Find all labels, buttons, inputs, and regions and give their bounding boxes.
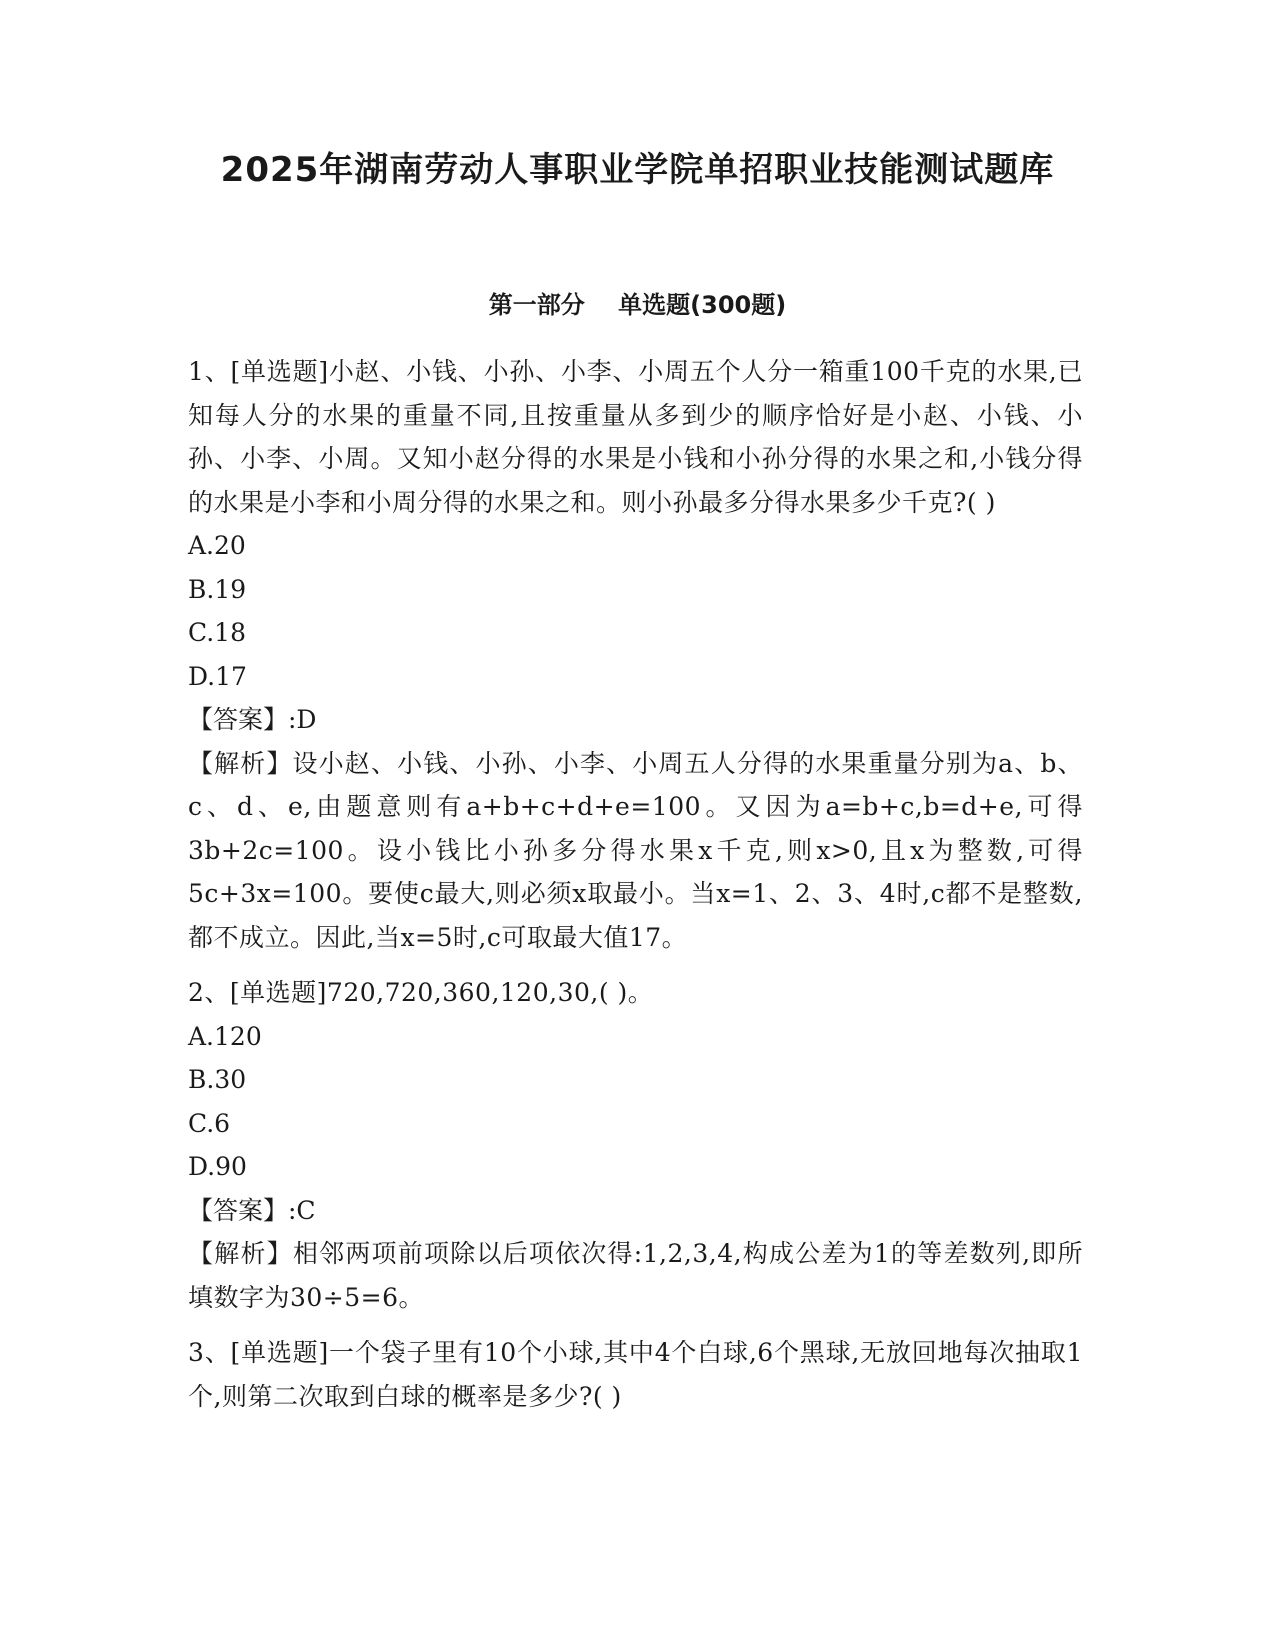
question-2	[188, 971, 1083, 1319]
option-a: A.20	[188, 531, 246, 560]
question-1	[188, 350, 1083, 959]
question-stem: 2、[单选题]720,720,360,120,30,( )。	[188, 978, 654, 1007]
section-title: 第一部分 单选题(300题)	[488, 291, 787, 319]
option-b: B.30	[188, 1065, 247, 1094]
option-a: A.120	[188, 1021, 262, 1051]
option-d: D.17	[188, 661, 247, 691]
option-c: C.18	[188, 618, 246, 647]
document-title: 2025年湖南劳动人事职业学院单招职业技能测试题库	[220, 150, 1055, 190]
option-b: B.19	[188, 574, 247, 604]
question-3	[188, 1331, 1083, 1418]
analysis-paragraph: 【解析】设小赵、小钱、小孙、小李、小周五人分得的水果重量分别为a、b、c、d、e,由题意则有a+b+c+d+e=100。又因为a=b+c,b=d+e,可得3b+2c=100。设小钱比小孙多分得水果x千克,则x>0,且x为整数,可得5c+3x=100。要使c最大,则必须x取最小。当x=1、2、3、4时,c都不是整数,都不成立。因此,当x=5时,c可取最大值17。	[188, 748, 1083, 952]
option-c: C.6	[188, 1108, 231, 1138]
question-stem: 1、[单选题]小赵、小钱、小孙、小李、小周五个人分一箱重100千克的水果,已知每人分的水果的重量不同,且按重量从多到少的顺序恰好是小赵、小钱、小孙、小李、小周。又知小赵分得的水果是小钱和小孙分得的水果之和,小钱分得的水果是小李和小周分得的水果之和。则小孙最多分得水果多少千克?( )	[188, 357, 1083, 517]
question-stem: 3、[单选题]一个袋子里有10个小球,其中4个白球,6个黑球,无放回地每次抽取1个,则第二次取到白球的概率是多少?( )	[188, 1338, 1083, 1411]
analysis-paragraph: 【解析】相邻两项前项除以后项依次得:1,2,3,4,构成公差为1的等差数列,即所填数字为30÷5=6。	[188, 1239, 1083, 1312]
answer-line: 【答案】:C	[188, 1195, 316, 1225]
answer-line: 【答案】:D	[188, 705, 317, 734]
option-d: D.90	[188, 1152, 247, 1181]
question-list	[188, 350, 1083, 1418]
